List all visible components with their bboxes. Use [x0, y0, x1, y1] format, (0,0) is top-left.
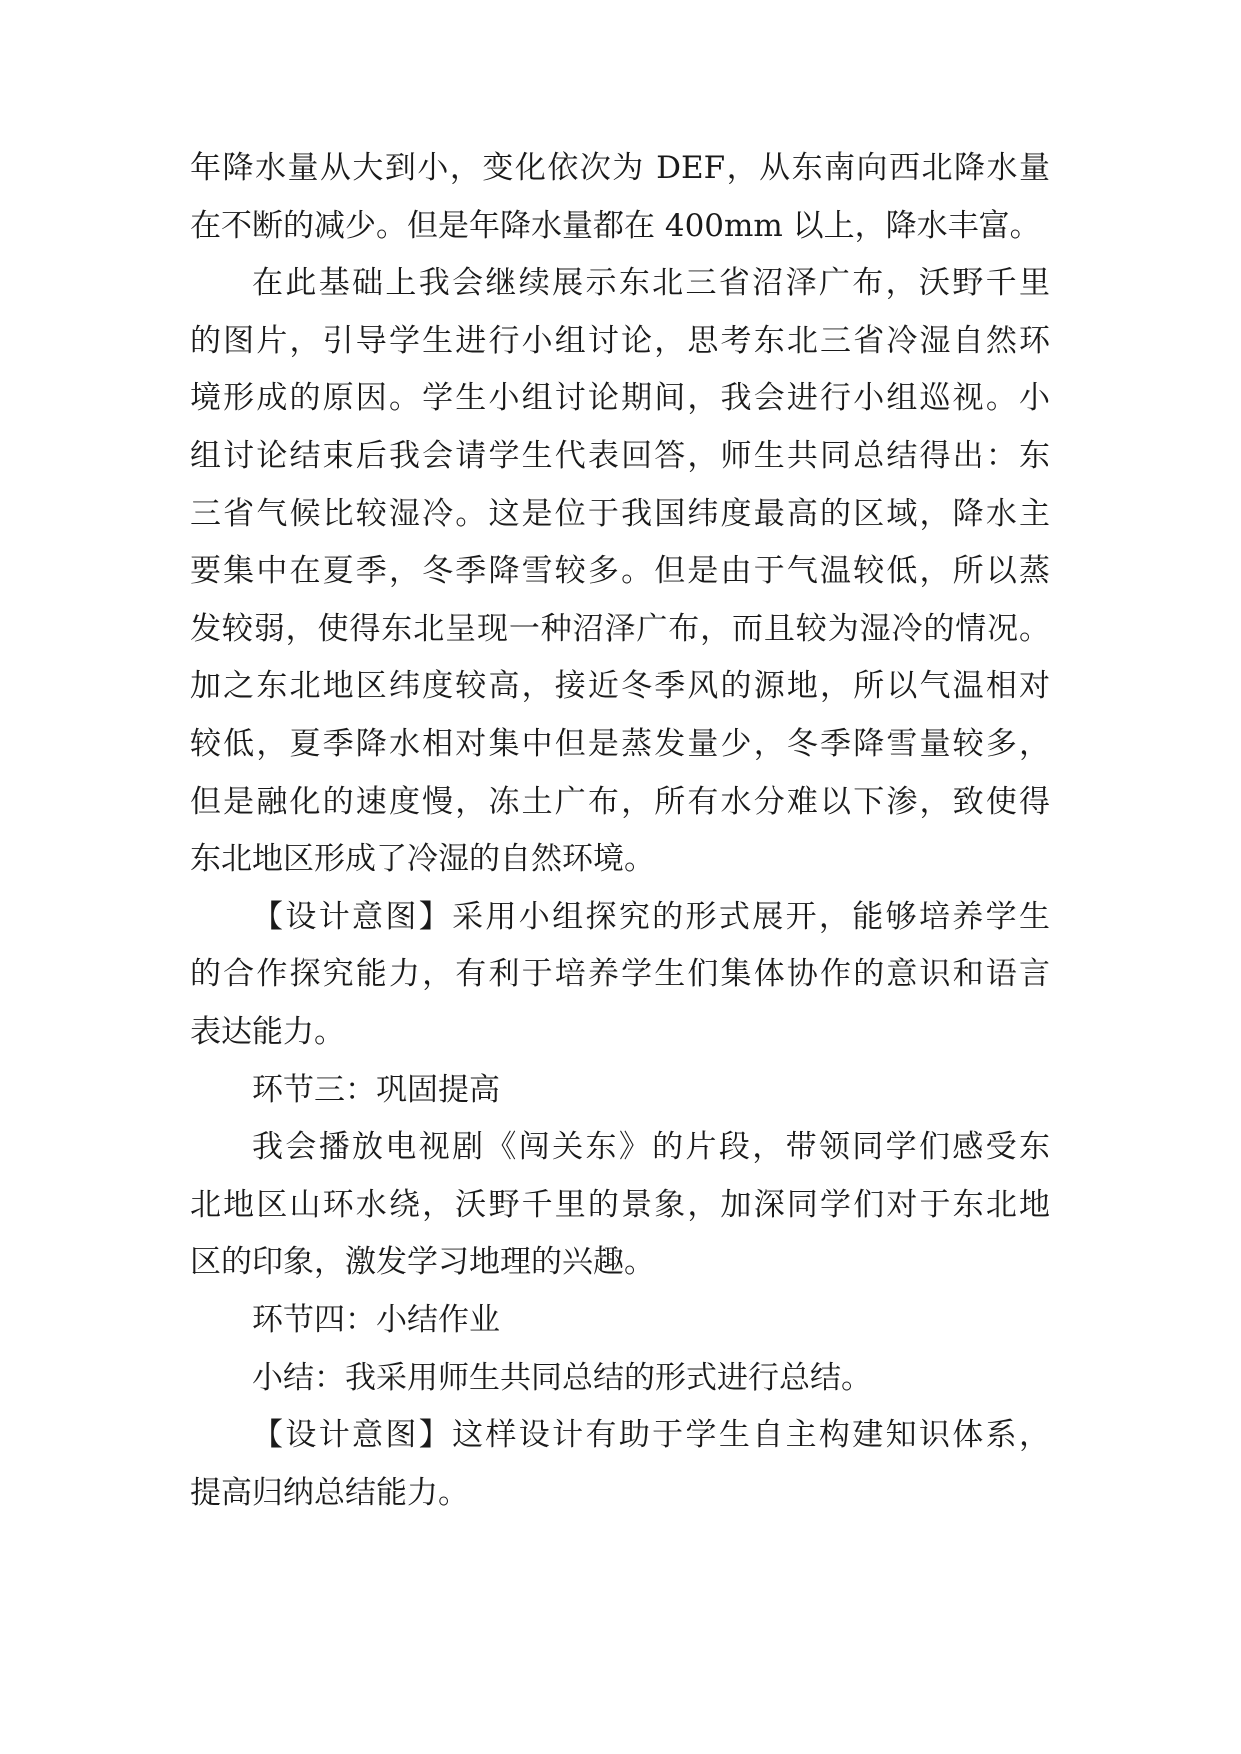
text-line: 发较弱，使得东北呈现一种沼泽广布，而且较为湿冷的情况。: [190, 610, 1050, 647]
text-line: 加之东北地区纬度较高，接近冬季风的源地，所以气温相对: [190, 668, 1050, 705]
text-line: 东北地区形成了冷湿的自然环境。: [190, 841, 655, 878]
text-line: 提高归纳总结能力。: [190, 1474, 469, 1511]
text-line: 三省气候比较湿冷。这是位于我国纬度最高的区域，降水主: [190, 495, 1050, 532]
text-line: 环节四：小结作业: [252, 1302, 500, 1338]
text-line: 在不断的减少。但是年降水量都在 400mm 以上，降水丰富。: [190, 207, 1041, 244]
text-line: 较低，夏季降水相对集中但是蒸发量少，冬季降雪量较多，: [190, 726, 1050, 762]
text-line: 区的印象，激发学习地理的兴趣。: [190, 1244, 655, 1281]
text-line: 【设计意图】这样设计有助于学生自主构建知识体系，: [252, 1417, 1050, 1454]
text-line: 在此基础上我会继续展示东北三省沼泽广布，沃野千里: [252, 265, 1050, 302]
text-line: 要集中在夏季，冬季降雪较多。但是由于气温较低，所以蒸: [190, 553, 1050, 590]
text-line: 【设计意图】采用小组探究的形式展开，能够培养学生: [252, 898, 1050, 935]
text-line: 环节三：巩固提高: [252, 1071, 500, 1108]
text-line: 年降水量从大到小，变化依次为 DEF，从东南向西北降水量: [190, 150, 1050, 186]
text-line: 但是融化的速度慢，冻土广布，所有水分难以下渗，致使得: [190, 783, 1050, 820]
text-line: 组讨论结束后我会请学生代表回答，师生共同总结得出：东: [190, 438, 1050, 474]
text-line: 的合作探究能力，有利于培养学生们集体协作的意识和语言: [190, 956, 1050, 993]
text-line: 境形成的原因。学生小组讨论期间，我会进行小组巡视。小: [190, 380, 1050, 417]
text-line: 我会播放电视剧《闯关东》的片段，带领同学们感受东: [252, 1129, 1050, 1166]
text-line: 小结：我采用师生共同总结的形式进行总结。: [252, 1359, 872, 1396]
text-line: 表达能力。: [190, 1014, 345, 1050]
text-line: 的图片，引导学生进行小组讨论，思考东北三省冷湿自然环: [190, 322, 1050, 359]
text-line: 北地区山环水绕，沃野千里的景象，加深同学们对于东北地: [190, 1186, 1050, 1223]
